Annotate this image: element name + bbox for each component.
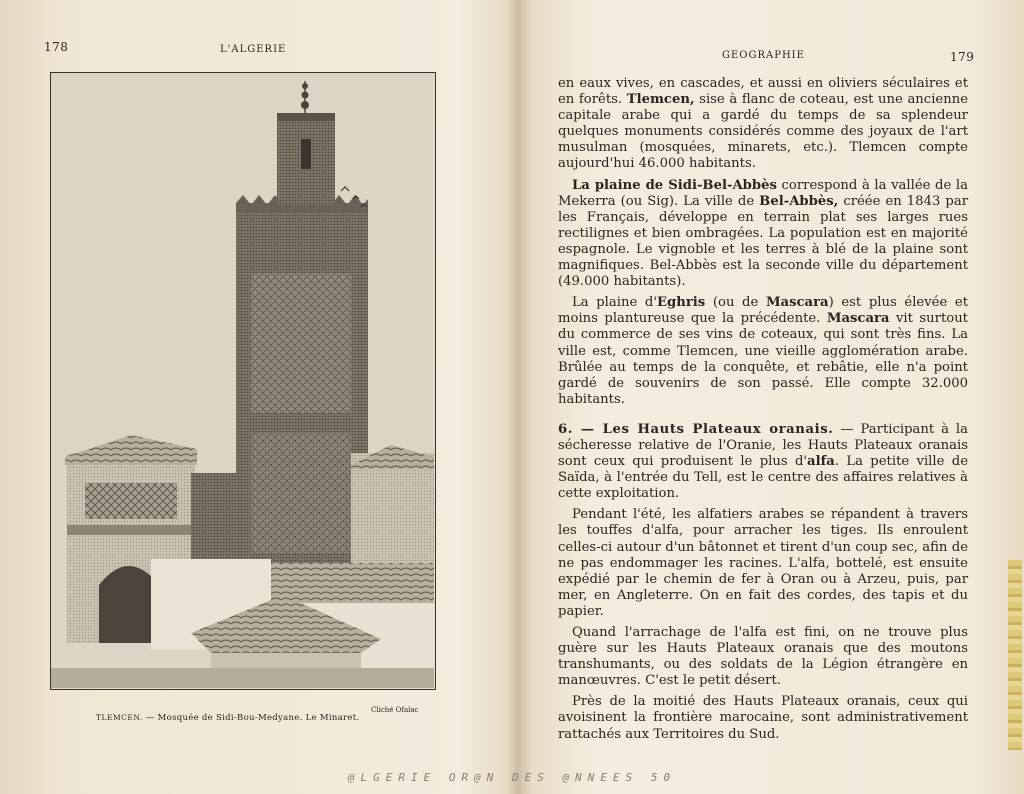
paragraph-p4 bbox=[558, 422, 968, 502]
page-number-right: 179 bbox=[950, 50, 975, 64]
paragraph-p7 bbox=[558, 694, 968, 742]
section-heading: 6. — Les Hauts Plateaux oranais. bbox=[558, 421, 834, 437]
body-text bbox=[558, 76, 968, 748]
text-run: sise à flanc de coteau, est une ancienne capitale arabe qui a gardé du temps de sa splendeur quelques monuments considérés comme des joyaux de l'art musulman (mosquées, minarets, etc.). Tlemcen compte aujourd'hui 46.000 habitants. bbox=[558, 92, 969, 172]
bold-term: Mascara bbox=[826, 311, 890, 327]
watermark: @LGERIE OR@N DES @NNEES 50 bbox=[347, 771, 677, 784]
bold-term: Tlemcen, bbox=[626, 92, 695, 108]
bold-term: alfa bbox=[807, 454, 835, 470]
bold-term: Mascara bbox=[765, 295, 829, 311]
text-run: Pendant l'été, les alfatiers arabes se répandent à travers les touffes d'alfa, pour arracher les tiges. Ils enroulent celles-ci autour d'un bâtonnet et tirent d'un coup sec, afin de ne pas endommager les racines. L'alfa, bottelé, est ensuite expédié par le chemin de fer à Oran ou à Arzeu, puis, par mer, en Angleterre. On en fait des cordes, des tapis et du papier. bbox=[558, 507, 968, 619]
paragraph-p3 bbox=[558, 295, 968, 408]
text-run: correspond à la vallée de la Mekerra (ou Sig). La ville de bbox=[558, 177, 968, 209]
page-edge-tab bbox=[1008, 560, 1022, 750]
page-number-left: 178 bbox=[44, 40, 69, 54]
photo-caption bbox=[96, 713, 359, 723]
text-run: Quand l'arrachage de l'alfa est fini, on ne trouve plus guère sur les Hauts Plateaux oranais que des moutons transhumants, ou des soldats de la Légion étrangère en manœuvres. C'est le petit désert. bbox=[558, 625, 968, 689]
text-run: Près de la moitié des Hauts Plateaux oranais, ceux qui avoisinent la frontière marocaine, sont administrativement rattachés aux Territoires du Sud. bbox=[558, 694, 968, 742]
photo-credit: Cliché Ofalac bbox=[371, 706, 419, 714]
text-run: — Participant à la sécheresse relative de l'Oranie, les Hauts Plateaux oranais sont ceux qui produisent le plus d' bbox=[558, 421, 969, 470]
text-run: ) est plus élevée et moins plantureuse que la précédente. bbox=[558, 295, 969, 327]
paragraph-p2 bbox=[558, 178, 968, 291]
paragraph-p6 bbox=[558, 625, 968, 689]
bold-term: Bel-Abbès, bbox=[759, 193, 839, 209]
bold-term: La plaine de Sidi-Bel-Abbès bbox=[572, 177, 777, 193]
text-run: en eaux vives, en cascades, et aussi en oliviers séculaires et en forêts. bbox=[558, 76, 968, 108]
minaret-illustration bbox=[51, 73, 434, 688]
paragraph-p5 bbox=[558, 507, 968, 620]
text-run: La plaine d' bbox=[572, 295, 657, 311]
running-head-left: L'ALGERIE bbox=[220, 44, 287, 55]
text-run: créée en 1843 par les Français, développe en terrain plat ses larges rues rectilignes et bien ombragées. La population est en majorité espagnole. Le vignoble et les terres à blé de la plaine sont magnifiques. Bel-Abbès est la seconde ville du département (49.000 habitants). bbox=[558, 193, 968, 290]
text-run: vit surtout du commerce de ses vins de coteaux, qui sont très fins. La ville est, comme Tlemcen, une vieille agglomération arabe. Brûlée au temps de la conquête, et rebâtie, elle n'a point gardé de souvenirs de son passé. Elle compte 32.000 habitants. bbox=[558, 311, 968, 407]
bold-term: Eghris bbox=[656, 295, 706, 311]
text-run: (ou de bbox=[705, 295, 766, 311]
left-page bbox=[0, 0, 512, 770]
caption-place: TLEMCEN. bbox=[96, 713, 143, 722]
minaret-photograph bbox=[50, 72, 436, 690]
caption-text: — Mosquée de Sidi-Bou-Medyane. Le Minaret. bbox=[145, 713, 360, 723]
text-run: . La petite ville de Saïda, à l'entrée du Tell, est le centre des affaires relatives à cette exploitation. bbox=[558, 454, 968, 502]
paragraph-p1 bbox=[558, 76, 968, 173]
running-head-right: GEOGRAPHIE bbox=[722, 50, 805, 61]
